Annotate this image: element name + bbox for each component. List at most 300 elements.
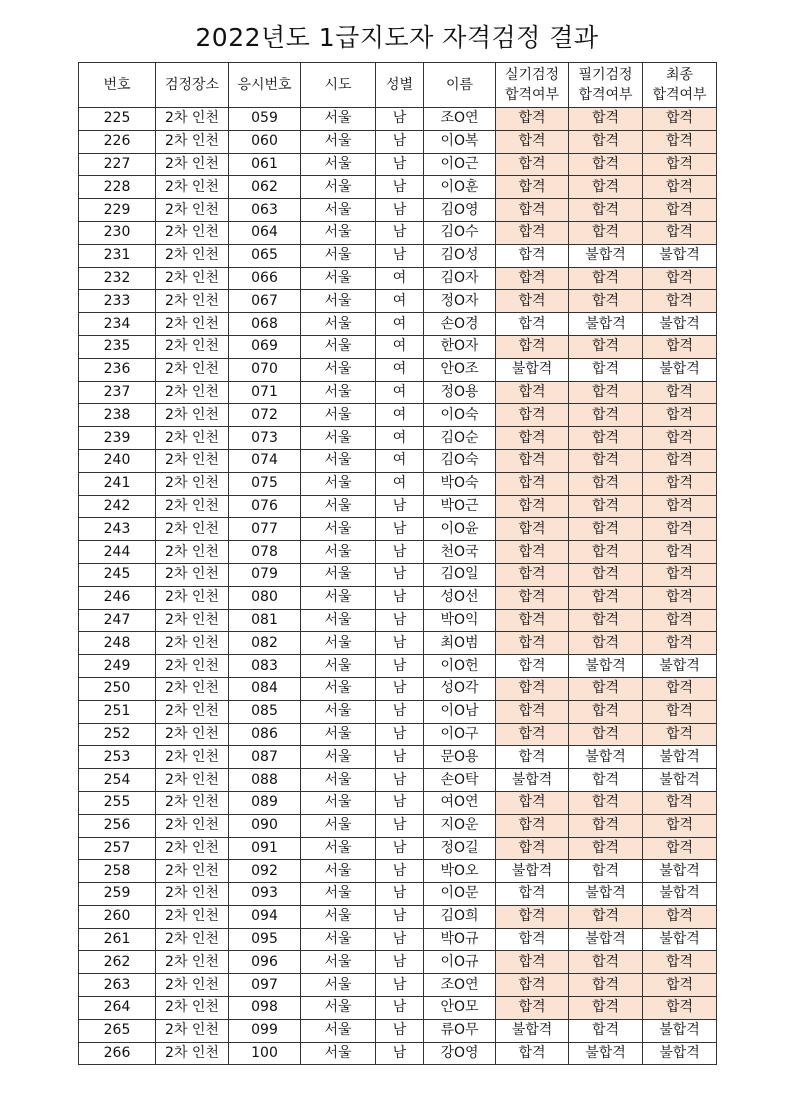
cell-number: 261: [79, 928, 156, 951]
cell-venue: 2차 인천: [156, 700, 229, 723]
cell-practical-result: 합격: [496, 700, 569, 723]
cell-venue: 2차 인천: [156, 335, 229, 358]
cell-final-result: 합격: [643, 495, 717, 518]
table-row: [79, 723, 717, 746]
cell-practical-result: 합격: [496, 244, 569, 267]
cell-exam-id: 087: [229, 746, 301, 769]
results-table: [78, 62, 717, 1065]
cell-exam-id: 064: [229, 221, 301, 244]
cell-number: 251: [79, 700, 156, 723]
cell-exam-id: 093: [229, 883, 301, 906]
cell-written-result: 불합격: [569, 313, 643, 336]
cell-name: 조O연: [424, 108, 496, 131]
cell-written-result: 합격: [569, 951, 643, 974]
cell-venue: 2차 인천: [156, 358, 229, 381]
cell-practical-result: 합격: [496, 609, 569, 632]
cell-practical-result: 합격: [496, 404, 569, 427]
cell-exam-id: 081: [229, 609, 301, 632]
cell-written-result: 합격: [569, 199, 643, 222]
cell-venue: 2차 인천: [156, 472, 229, 495]
table-body: [79, 108, 717, 1065]
cell-name: 정O자: [424, 290, 496, 313]
column-header-number: [79, 63, 156, 108]
cell-final-result: 불합격: [643, 928, 717, 951]
cell-name: 김O일: [424, 563, 496, 586]
cell-venue: 2차 인천: [156, 449, 229, 472]
cell-name: 여O연: [424, 791, 496, 814]
cell-written-result: 합격: [569, 358, 643, 381]
cell-practical-result: 불합격: [496, 860, 569, 883]
cell-venue: 2차 인천: [156, 176, 229, 199]
cell-number: 234: [79, 313, 156, 336]
cell-exam-id: 097: [229, 974, 301, 997]
cell-name: 이O구: [424, 723, 496, 746]
cell-practical-result: 불합격: [496, 1019, 569, 1042]
cell-final-result: 합격: [643, 951, 717, 974]
column-header-exam-id: [229, 63, 301, 108]
cell-exam-id: 071: [229, 381, 301, 404]
cell-number: 265: [79, 1019, 156, 1042]
cell-region: 서울: [301, 609, 376, 632]
cell-gender: 남: [376, 883, 424, 906]
cell-final-result: 합격: [643, 404, 717, 427]
cell-name: 박O익: [424, 609, 496, 632]
table-row: [79, 769, 717, 792]
table-row: [79, 837, 717, 860]
table-row: [79, 700, 717, 723]
cell-practical-result: 합격: [496, 677, 569, 700]
table-row: [79, 928, 717, 951]
cell-final-result: 불합격: [643, 358, 717, 381]
cell-name: 이O숙: [424, 404, 496, 427]
cell-gender: 남: [376, 1042, 424, 1065]
cell-exam-id: 061: [229, 153, 301, 176]
cell-gender: 남: [376, 518, 424, 541]
cell-final-result: 합격: [643, 563, 717, 586]
cell-region: 서울: [301, 381, 376, 404]
column-header-written-result: [569, 63, 643, 108]
cell-name: 천O국: [424, 541, 496, 564]
cell-number: 253: [79, 746, 156, 769]
cell-venue: 2차 인천: [156, 746, 229, 769]
cell-venue: 2차 인천: [156, 905, 229, 928]
cell-gender: 여: [376, 335, 424, 358]
cell-venue: 2차 인천: [156, 267, 229, 290]
cell-practical-result: 합격: [496, 746, 569, 769]
cell-venue: 2차 인천: [156, 221, 229, 244]
cell-name: 김O순: [424, 427, 496, 450]
cell-written-result: 합격: [569, 837, 643, 860]
cell-written-result: 합격: [569, 974, 643, 997]
table-row: [79, 108, 717, 131]
cell-number: 238: [79, 404, 156, 427]
table-row: [79, 221, 717, 244]
cell-exam-id: 070: [229, 358, 301, 381]
cell-region: 서울: [301, 313, 376, 336]
column-header-venue: [156, 63, 229, 108]
cell-practical-result: 합격: [496, 199, 569, 222]
cell-written-result: 합격: [569, 586, 643, 609]
cell-number: 259: [79, 883, 156, 906]
cell-region: 서울: [301, 404, 376, 427]
header-label: 필기검정: [578, 67, 633, 83]
cell-written-result: 합격: [569, 176, 643, 199]
cell-number: 239: [79, 427, 156, 450]
cell-number: 248: [79, 632, 156, 655]
cell-final-result: 합격: [643, 130, 717, 153]
cell-gender: 여: [376, 427, 424, 450]
table-row: [79, 244, 717, 267]
cell-name: 손O탁: [424, 769, 496, 792]
cell-exam-id: 086: [229, 723, 301, 746]
cell-region: 서울: [301, 495, 376, 518]
cell-exam-id: 078: [229, 541, 301, 564]
cell-final-result: 합격: [643, 974, 717, 997]
cell-venue: 2차 인천: [156, 655, 229, 678]
cell-exam-id: 060: [229, 130, 301, 153]
cell-gender: 남: [376, 905, 424, 928]
cell-gender: 남: [376, 700, 424, 723]
cell-practical-result: 불합격: [496, 358, 569, 381]
cell-final-result: 합격: [643, 837, 717, 860]
cell-number: 233: [79, 290, 156, 313]
cell-final-result: 불합격: [643, 655, 717, 678]
cell-number: 257: [79, 837, 156, 860]
table-row: [79, 153, 717, 176]
cell-venue: 2차 인천: [156, 814, 229, 837]
cell-region: 서울: [301, 221, 376, 244]
cell-written-result: 불합격: [569, 244, 643, 267]
cell-number: 245: [79, 563, 156, 586]
cell-region: 서울: [301, 655, 376, 678]
cell-practical-result: 합격: [496, 108, 569, 131]
cell-gender: 여: [376, 381, 424, 404]
cell-name: 김O영: [424, 199, 496, 222]
column-header-region: [301, 63, 376, 108]
cell-gender: 여: [376, 313, 424, 336]
cell-number: 264: [79, 997, 156, 1020]
cell-region: 서울: [301, 974, 376, 997]
cell-written-result: 합격: [569, 632, 643, 655]
cell-name: 김O성: [424, 244, 496, 267]
cell-name: 한O자: [424, 335, 496, 358]
cell-final-result: 합격: [643, 723, 717, 746]
cell-venue: 2차 인천: [156, 313, 229, 336]
cell-written-result: 합격: [569, 723, 643, 746]
table-row: [79, 381, 717, 404]
cell-venue: 2차 인천: [156, 677, 229, 700]
cell-venue: 2차 인천: [156, 404, 229, 427]
cell-name: 이O훈: [424, 176, 496, 199]
cell-gender: 남: [376, 244, 424, 267]
cell-exam-id: 090: [229, 814, 301, 837]
cell-venue: 2차 인천: [156, 495, 229, 518]
cell-final-result: 합격: [643, 199, 717, 222]
cell-final-result: 불합격: [643, 1042, 717, 1065]
cell-region: 서울: [301, 632, 376, 655]
cell-region: 서울: [301, 267, 376, 290]
header-label: 합격여부: [652, 87, 707, 103]
cell-venue: 2차 인천: [156, 951, 229, 974]
cell-written-result: 합격: [569, 427, 643, 450]
table-row: [79, 518, 717, 541]
header-label: 합격여부: [578, 87, 633, 103]
cell-number: 241: [79, 472, 156, 495]
cell-region: 서울: [301, 791, 376, 814]
header-label: 검정장소: [164, 77, 220, 93]
cell-name: 김O자: [424, 267, 496, 290]
header-label: 성별: [385, 77, 414, 93]
cell-practical-result: 합격: [496, 381, 569, 404]
table-row: [79, 1019, 717, 1042]
cell-practical-result: 합격: [496, 883, 569, 906]
cell-venue: 2차 인천: [156, 769, 229, 792]
header-label: 응시번호: [237, 77, 292, 93]
cell-gender: 남: [376, 632, 424, 655]
table-row: [79, 267, 717, 290]
cell-written-result: 합격: [569, 267, 643, 290]
cell-name: 안O모: [424, 997, 496, 1020]
cell-final-result: 합격: [643, 632, 717, 655]
cell-practical-result: 합격: [496, 997, 569, 1020]
cell-region: 서울: [301, 814, 376, 837]
cell-region: 서울: [301, 335, 376, 358]
column-header-practical-result: [496, 63, 569, 108]
cell-venue: 2차 인천: [156, 244, 229, 267]
cell-number: 226: [79, 130, 156, 153]
cell-written-result: 합격: [569, 905, 643, 928]
cell-practical-result: 합격: [496, 632, 569, 655]
cell-venue: 2차 인천: [156, 108, 229, 131]
cell-practical-result: 합격: [496, 153, 569, 176]
cell-gender: 여: [376, 267, 424, 290]
cell-name: 박O오: [424, 860, 496, 883]
cell-final-result: 합격: [643, 609, 717, 632]
cell-name: 손O경: [424, 313, 496, 336]
cell-written-result: 합격: [569, 221, 643, 244]
cell-final-result: 합격: [643, 427, 717, 450]
table-row: [79, 860, 717, 883]
cell-name: 안O조: [424, 358, 496, 381]
cell-final-result: 불합격: [643, 746, 717, 769]
cell-number: 229: [79, 199, 156, 222]
cell-region: 서울: [301, 723, 376, 746]
cell-name: 이O남: [424, 700, 496, 723]
cell-number: 252: [79, 723, 156, 746]
cell-gender: 남: [376, 586, 424, 609]
cell-practical-result: 합격: [496, 791, 569, 814]
cell-exam-id: 099: [229, 1019, 301, 1042]
cell-exam-id: 062: [229, 176, 301, 199]
cell-venue: 2차 인천: [156, 723, 229, 746]
cell-practical-result: 합격: [496, 335, 569, 358]
cell-number: 246: [79, 586, 156, 609]
cell-written-result: 합격: [569, 791, 643, 814]
cell-final-result: 합격: [643, 335, 717, 358]
cell-gender: 남: [376, 609, 424, 632]
table-row: [79, 746, 717, 769]
cell-practical-result: 합격: [496, 928, 569, 951]
cell-exam-id: 100: [229, 1042, 301, 1065]
cell-exam-id: 089: [229, 791, 301, 814]
table-row: [79, 427, 717, 450]
cell-practical-result: 합격: [496, 837, 569, 860]
cell-gender: 남: [376, 723, 424, 746]
cell-number: 232: [79, 267, 156, 290]
cell-written-result: 합격: [569, 997, 643, 1020]
cell-number: 262: [79, 951, 156, 974]
cell-name: 박O근: [424, 495, 496, 518]
cell-name: 이O복: [424, 130, 496, 153]
cell-written-result: 합격: [569, 153, 643, 176]
cell-gender: 남: [376, 769, 424, 792]
cell-final-result: 합격: [643, 997, 717, 1020]
cell-written-result: 불합격: [569, 883, 643, 906]
table-row: [79, 404, 717, 427]
cell-written-result: 합격: [569, 518, 643, 541]
table-row: [79, 974, 717, 997]
cell-number: 230: [79, 221, 156, 244]
cell-number: 260: [79, 905, 156, 928]
cell-exam-id: 067: [229, 290, 301, 313]
cell-practical-result: 합격: [496, 723, 569, 746]
cell-written-result: 합격: [569, 677, 643, 700]
cell-final-result: 불합격: [643, 860, 717, 883]
cell-number: 263: [79, 974, 156, 997]
cell-exam-id: 082: [229, 632, 301, 655]
cell-number: 225: [79, 108, 156, 131]
cell-number: 235: [79, 335, 156, 358]
cell-gender: 남: [376, 1019, 424, 1042]
cell-region: 서울: [301, 199, 376, 222]
cell-region: 서울: [301, 1019, 376, 1042]
table-row: [79, 472, 717, 495]
cell-number: 256: [79, 814, 156, 837]
cell-number: 255: [79, 791, 156, 814]
cell-written-result: 합격: [569, 472, 643, 495]
cell-practical-result: 합격: [496, 655, 569, 678]
cell-region: 서울: [301, 130, 376, 153]
column-header-final-result: [643, 63, 717, 108]
cell-practical-result: 합격: [496, 313, 569, 336]
cell-practical-result: 합격: [496, 905, 569, 928]
cell-number: 228: [79, 176, 156, 199]
cell-practical-result: 합격: [496, 563, 569, 586]
table-row: [79, 313, 717, 336]
cell-practical-result: 합격: [496, 1042, 569, 1065]
cell-final-result: 불합격: [643, 244, 717, 267]
cell-exam-id: 095: [229, 928, 301, 951]
cell-venue: 2차 인천: [156, 974, 229, 997]
cell-region: 서울: [301, 541, 376, 564]
cell-written-result: 합격: [569, 563, 643, 586]
cell-gender: 여: [376, 472, 424, 495]
cell-practical-result: 합격: [496, 130, 569, 153]
cell-practical-result: 합격: [496, 449, 569, 472]
table-row: [79, 951, 717, 974]
cell-gender: 남: [376, 199, 424, 222]
cell-venue: 2차 인천: [156, 609, 229, 632]
cell-practical-result: 합격: [496, 221, 569, 244]
cell-written-result: 합격: [569, 449, 643, 472]
table-row: [79, 677, 717, 700]
cell-written-result: 불합격: [569, 655, 643, 678]
cell-gender: 남: [376, 153, 424, 176]
cell-practical-result: 합격: [496, 472, 569, 495]
cell-written-result: 불합격: [569, 1042, 643, 1065]
cell-final-result: 합격: [643, 449, 717, 472]
cell-venue: 2차 인천: [156, 928, 229, 951]
cell-final-result: 합격: [643, 814, 717, 837]
cell-number: 227: [79, 153, 156, 176]
table-row: [79, 290, 717, 313]
cell-venue: 2차 인천: [156, 130, 229, 153]
cell-practical-result: 합격: [496, 290, 569, 313]
cell-region: 서울: [301, 700, 376, 723]
page-title: 2022년도 1급지도자 자격검정 결과: [195, 23, 599, 52]
cell-practical-result: 합격: [496, 495, 569, 518]
cell-gender: 여: [376, 404, 424, 427]
cell-written-result: 합격: [569, 495, 643, 518]
cell-written-result: 합격: [569, 290, 643, 313]
cell-gender: 남: [376, 951, 424, 974]
cell-written-result: 합격: [569, 108, 643, 131]
cell-name: 지O운: [424, 814, 496, 837]
cell-gender: 남: [376, 746, 424, 769]
table-row: [79, 791, 717, 814]
cell-region: 서울: [301, 883, 376, 906]
cell-written-result: 합격: [569, 814, 643, 837]
cell-region: 서울: [301, 176, 376, 199]
header-row: [79, 63, 717, 108]
cell-final-result: 합격: [643, 905, 717, 928]
cell-name: 문O용: [424, 746, 496, 769]
table-row: [79, 563, 717, 586]
cell-gender: 남: [376, 108, 424, 131]
cell-final-result: 불합격: [643, 313, 717, 336]
cell-region: 서울: [301, 837, 376, 860]
cell-exam-id: 092: [229, 860, 301, 883]
cell-number: 242: [79, 495, 156, 518]
cell-final-result: 합격: [643, 153, 717, 176]
cell-written-result: 합격: [569, 700, 643, 723]
table-row: [79, 883, 717, 906]
cell-final-result: 합격: [643, 472, 717, 495]
cell-exam-id: 059: [229, 108, 301, 131]
cell-gender: 남: [376, 974, 424, 997]
cell-gender: 여: [376, 358, 424, 381]
table-row: [79, 130, 717, 153]
cell-venue: 2차 인천: [156, 860, 229, 883]
cell-exam-id: 076: [229, 495, 301, 518]
cell-written-result: 합격: [569, 541, 643, 564]
cell-name: 조O연: [424, 974, 496, 997]
cell-region: 서울: [301, 244, 376, 267]
cell-exam-id: 074: [229, 449, 301, 472]
cell-number: 247: [79, 609, 156, 632]
cell-name: 성O선: [424, 586, 496, 609]
cell-final-result: 합격: [643, 176, 717, 199]
cell-name: 이O문: [424, 883, 496, 906]
cell-number: 250: [79, 677, 156, 700]
cell-name: 강O영: [424, 1042, 496, 1065]
cell-final-result: 합격: [643, 791, 717, 814]
cell-written-result: 합격: [569, 381, 643, 404]
cell-written-result: 합격: [569, 335, 643, 358]
cell-venue: 2차 인천: [156, 1019, 229, 1042]
cell-gender: 남: [376, 677, 424, 700]
cell-practical-result: 합격: [496, 586, 569, 609]
